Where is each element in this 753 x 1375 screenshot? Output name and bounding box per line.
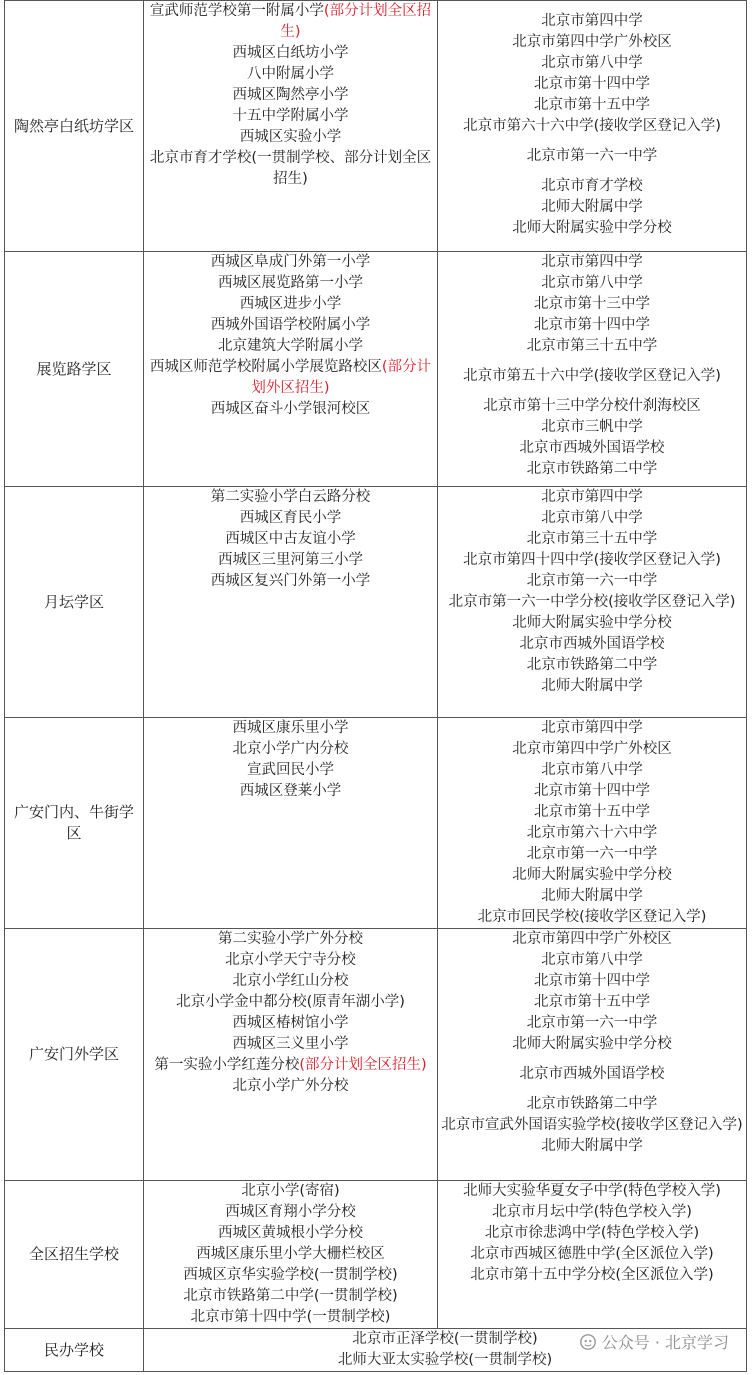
primary-school-name: 西城区复兴门外第一小学	[210, 573, 371, 589]
primary-school-name: 北京市育才学校(一贯制学校、部分计划全区招生)	[149, 150, 432, 187]
middle-school: 北京市第四中学	[541, 254, 643, 270]
middle-school: 北京市西城外国语学校	[519, 636, 665, 652]
middle-school: 北师大实验华夏女子中学(特色学校入学)	[463, 1183, 721, 1199]
primary-school-name: 十五中学附属小学	[232, 108, 349, 124]
primary-school	[147, 294, 434, 315]
wechat-official-account-icon	[579, 1333, 597, 1351]
primary-school	[147, 508, 434, 529]
primary-school	[147, 64, 434, 85]
school-district-table	[4, 0, 747, 1372]
primary-school	[147, 85, 434, 106]
middle-school: 北京市三帆中学	[541, 419, 643, 435]
primary-schools-cell	[144, 1, 438, 252]
middle-school: 北京市徐悲鸿中学(特色学校入学)	[484, 1225, 700, 1241]
primary-school-name: 西城区陶然亭小学	[232, 87, 349, 103]
middle-school: 北京市第五十六中学(接收学区登记入学)	[463, 368, 721, 384]
primary-school-name: 西城区阜成门外第一小学	[210, 254, 371, 270]
middle-school: 北京市月坛中学(特色学校入学)	[492, 1204, 692, 1220]
middle-school: 北师大附属中学	[541, 199, 643, 215]
middle-school: 北京市第十四中学	[534, 973, 650, 989]
middle-schools-cell	[438, 252, 747, 487]
middle-school: 北师大附属中学	[541, 678, 643, 694]
primary-school	[147, 336, 434, 357]
district-row	[5, 252, 747, 487]
primary-school	[147, 992, 434, 1013]
middle-school: 北京市第一六一中学分校(接收学区登记入学)	[448, 594, 736, 610]
middle-school: 北京市第八中学	[541, 510, 643, 526]
watermark-text: 公众号 · 北京学习	[601, 1333, 729, 1352]
middle-school: 北京市第十四中学	[534, 317, 650, 333]
primary-school-name: 八中附属小学	[247, 66, 334, 82]
primary-schools-cell	[144, 718, 438, 929]
primary-school-name: 北京建筑大学附属小学	[218, 338, 363, 354]
middle-schools-cell	[438, 1181, 747, 1329]
primary-school	[147, 1013, 434, 1034]
primary-school-name: 北京小学广内分校	[232, 741, 349, 757]
primary-school-name: 西城区师范学校附属小学展览路校区	[149, 359, 382, 375]
primary-schools-cell	[144, 487, 438, 718]
middle-school: 北京市第四中学	[541, 720, 643, 736]
middle-school: 北京市第四中学广外校区	[512, 741, 672, 757]
district-name: 广安门外学区	[5, 929, 144, 1181]
primary-school	[147, 760, 434, 781]
primary-school-name: 西城区奋斗小学银河校区	[210, 401, 371, 417]
primary-schools-cell	[144, 252, 438, 487]
middle-school: 北京市第十四中学	[534, 783, 650, 799]
middle-school: 北京市第四中学	[541, 13, 643, 29]
district-name: 全区招生学校	[5, 1181, 144, 1329]
middle-school: 北京市第十五中学	[534, 804, 650, 820]
primary-school-name: 第二实验小学白云路分校	[210, 489, 371, 505]
primary-school-name: 西城区康乐里小学大栅栏校区	[196, 1246, 385, 1262]
middle-school: 北师大附属中学	[541, 1138, 643, 1154]
district-row	[5, 718, 747, 929]
primary-school	[147, 315, 434, 336]
middle-school: 北京市第十五中学	[534, 97, 650, 113]
district-row	[5, 487, 747, 718]
middle-school: 北京市第一六一中学	[526, 148, 658, 164]
middle-school: 北京市第十四中学	[534, 76, 650, 92]
primary-school-name: 西城区康乐里小学	[232, 720, 349, 736]
primary-school	[147, 571, 434, 592]
district-name: 展览路学区	[5, 252, 144, 487]
middle-school: 北京市第三十五中学	[526, 338, 658, 354]
middle-school: 北京市第八中学	[541, 762, 643, 778]
primary-school	[147, 1034, 434, 1055]
middle-school: 北京市第四中学广外校区	[512, 931, 672, 947]
primary-school-name: 西城区实验小学	[239, 129, 342, 145]
primary-school-name: 宣武回民小学	[247, 762, 334, 778]
primary-school	[147, 1202, 434, 1223]
primary-school	[147, 127, 434, 148]
primary-school	[147, 148, 434, 190]
private-school: 北京市正泽学校(一贯制学校)	[352, 1331, 538, 1347]
middle-school: 北京市第六十六中学	[526, 825, 658, 841]
primary-school	[147, 739, 434, 760]
middle-school: 北京市铁路第二中学	[526, 657, 658, 673]
primary-school	[147, 1, 434, 43]
middle-schools-cell	[438, 929, 747, 1181]
primary-school	[147, 929, 434, 950]
primary-school	[147, 1307, 434, 1328]
middle-school: 北京市西城外国语学校	[519, 1066, 665, 1082]
middle-school: 北师大附属实验中学分校	[512, 867, 672, 883]
primary-school	[147, 781, 434, 802]
middle-school: 北京市育才学校	[541, 178, 643, 194]
primary-school	[147, 1055, 434, 1076]
primary-schools-cell	[144, 1181, 438, 1329]
primary-school-name: 第一实验小学红莲分校	[154, 1057, 300, 1073]
district-row	[5, 929, 747, 1181]
primary-school	[147, 1076, 434, 1097]
primary-school-name: 第二实验小学广外分校	[218, 931, 363, 947]
primary-school-name: 北京小学广外分校	[232, 1078, 349, 1094]
primary-school-name: 西城外国语学校附属小学	[210, 317, 371, 333]
middle-school	[441, 1, 743, 11]
middle-school: 北京市第八中学	[541, 55, 643, 71]
middle-school: 北京市第三十五中学	[526, 531, 658, 547]
middle-school: 北京市第四中学	[541, 489, 643, 505]
middle-schools-cell	[438, 718, 747, 929]
middle-school: 北京市第十三中学分校什刹海校区	[483, 398, 701, 414]
primary-schools-cell	[144, 929, 438, 1181]
primary-school	[147, 43, 434, 64]
primary-school	[147, 1244, 434, 1265]
primary-school	[147, 1265, 434, 1286]
middle-school: 北京市第一六一中学	[526, 846, 658, 862]
district-name: 月坛学区	[5, 487, 144, 718]
private-school: 北师大亚太实验学校(一贯制学校)	[337, 1352, 553, 1368]
middle-schools-cell	[438, 487, 747, 718]
primary-school-name: 西城区京华实验学校(一贯制学校)	[183, 1267, 398, 1283]
primary-school	[147, 357, 434, 399]
primary-school-name: 北京市第十四中学(一贯制学校)	[190, 1309, 391, 1325]
district-name: 广安门内、牛街学区	[5, 718, 144, 929]
middle-school: 北京市宣武外国语实验学校(接收学区登记入学)	[441, 1117, 743, 1133]
middle-school: 北京市第十五中学	[534, 994, 650, 1010]
primary-school	[147, 487, 434, 508]
middle-school: 北京市第一六一中学	[526, 573, 658, 589]
enrollment-note: (部分计划全区招生)	[299, 1057, 427, 1073]
primary-school-name: 西城区中古友谊小学	[225, 531, 356, 547]
primary-school	[147, 718, 434, 739]
primary-school-name: 西城区白纸坊小学	[232, 45, 349, 61]
primary-school	[147, 399, 434, 420]
district-row	[5, 1, 747, 252]
district-name: 民办学校	[5, 1329, 144, 1372]
middle-school: 北京市铁路第二中学	[526, 461, 658, 477]
middle-school: 北师大附属实验中学分校	[512, 220, 672, 236]
primary-school	[147, 1223, 434, 1244]
middle-school: 北师大附属实验中学分校	[512, 615, 672, 631]
primary-school	[147, 971, 434, 992]
primary-school-name: 西城区育翔小学分校	[225, 1204, 356, 1220]
primary-school	[147, 106, 434, 127]
middle-school: 北京市西城区德胜中学(全区派位入学)	[470, 1246, 714, 1262]
middle-school: 北京市第十三中学	[534, 296, 650, 312]
primary-school-name: 北京小学天宁寺分校	[225, 952, 356, 968]
watermark	[579, 1330, 729, 1353]
enrollment-note: (部分计划全区招生)	[280, 3, 432, 40]
middle-school: 北师大附属中学	[541, 888, 643, 904]
primary-school	[147, 252, 434, 273]
primary-school-name: 西城区进步小学	[239, 296, 342, 312]
primary-school-name: 北京市铁路第二中学(一贯制学校)	[183, 1288, 398, 1304]
primary-school	[147, 273, 434, 294]
primary-school-name: 西城区登莱小学	[239, 783, 342, 799]
district-name: 陶然亭白纸坊学区	[5, 1, 144, 252]
primary-school-name: 宣武师范学校第一附属小学	[149, 3, 324, 19]
middle-school: 北京市第四十四中学(接收学区登记入学)	[463, 552, 721, 568]
primary-school	[147, 950, 434, 971]
primary-school-name: 西城区黄城根小学分校	[218, 1225, 363, 1241]
primary-school-name: 北京小学(寄宿)	[241, 1183, 340, 1199]
middle-school: 北师大附属实验中学分校	[512, 1036, 672, 1052]
middle-school: 北京市铁路第二中学	[526, 1096, 658, 1112]
enrollment-note: (部分计划外区招生)	[251, 359, 432, 396]
middle-school: 北京市第四中学广外校区	[512, 34, 672, 50]
primary-school	[147, 1181, 434, 1202]
middle-school: 北京市第六十六中学(接收学区登记入学)	[463, 118, 721, 134]
primary-school	[147, 1286, 434, 1307]
middle-school: 北京市第一六一中学	[526, 1015, 658, 1031]
middle-school: 北京市第八中学	[541, 275, 643, 291]
primary-school-name: 西城区椿树馆小学	[232, 1015, 349, 1031]
primary-school-name: 西城区展览路第一小学	[218, 275, 363, 291]
primary-school	[147, 529, 434, 550]
middle-schools-cell	[438, 1, 747, 252]
middle-school: 北京市西城外国语学校	[519, 440, 665, 456]
primary-school-name: 西城区育民小学	[239, 510, 342, 526]
primary-school-name: 北京小学红山分校	[232, 973, 349, 989]
primary-school-name: 北京小学金中都分校(原青年湖小学)	[176, 994, 405, 1010]
primary-school	[147, 550, 434, 571]
primary-school-name: 西城区三里河第三小学	[218, 552, 363, 568]
district-row	[5, 1181, 747, 1329]
middle-school: 北京市回民学校(接收学区登记入学)	[477, 909, 707, 925]
primary-school-name: 西城区三义里小学	[232, 1036, 349, 1052]
middle-school: 北京市第八中学	[541, 952, 643, 968]
middle-school: 北京市第十五中学分校(全区派位入学)	[470, 1267, 714, 1283]
